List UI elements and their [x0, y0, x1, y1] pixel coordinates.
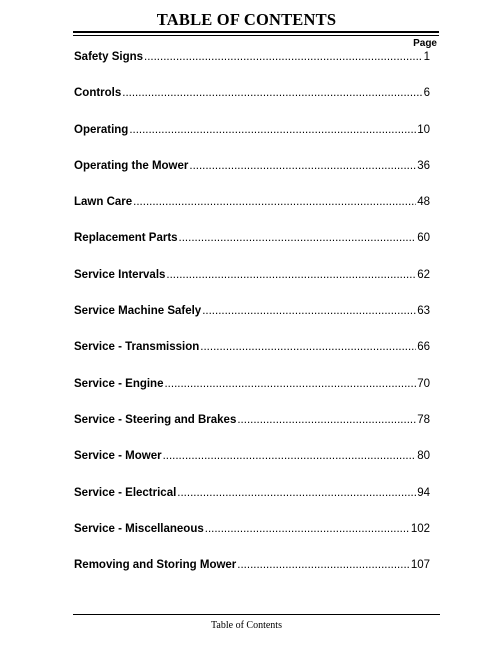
toc-entry-lawn-care[interactable] — [74, 196, 430, 232]
toc-dot-leader — [205, 523, 410, 535]
toc-dot-leader — [237, 559, 410, 571]
toc-entry-title: Operating the Mower — [74, 159, 189, 172]
toc-entry-page: 48 — [417, 196, 430, 209]
toc-dot-leader — [200, 341, 416, 353]
footer-rule — [73, 614, 440, 615]
toc-entry-replacement-parts[interactable] — [74, 232, 430, 268]
toc-entry-title: Operating — [74, 123, 129, 136]
toc-entry-title: Removing and Storing Mower — [74, 559, 237, 572]
toc-dot-leader — [164, 378, 416, 390]
toc-dot-leader — [129, 124, 416, 136]
toc-entry-page: 63 — [417, 305, 430, 318]
toc-dot-leader — [144, 51, 423, 63]
toc-entry-page: 94 — [417, 486, 430, 499]
toc-entry-page: 80 — [417, 450, 430, 463]
toc-entry-page: 10 — [417, 123, 430, 136]
toc-entry-title: Controls — [74, 87, 122, 100]
document-title: TABLE OF CONTENTS — [156, 10, 337, 29]
toc-entry-title: Service - Mower — [74, 450, 162, 463]
toc-entry-page: 6 — [423, 87, 430, 100]
toc-dot-leader — [237, 414, 416, 426]
toc-entry-title: Service - Steering and Brakes — [74, 413, 237, 426]
toc-entry-page: 62 — [417, 268, 430, 281]
page-footer: Table of Contents — [211, 620, 282, 631]
toc-entry-safety-signs[interactable] — [74, 51, 430, 87]
toc-entry-page: 78 — [417, 413, 430, 426]
toc-entry-page: 60 — [417, 232, 430, 245]
toc-dot-leader — [133, 196, 416, 208]
toc-dot-leader — [166, 269, 416, 281]
toc-entry-page: 107 — [410, 559, 430, 572]
title-rule-thin — [73, 35, 439, 36]
toc-dot-leader — [163, 450, 417, 462]
toc-entry-service-steering-and-brakes[interactable] — [74, 414, 430, 450]
toc-entry-title: Lawn Care — [74, 196, 133, 209]
toc-dot-leader — [177, 487, 416, 499]
toc-dot-leader — [202, 305, 416, 317]
toc-entry-service-mower[interactable] — [74, 450, 430, 486]
toc-entry-page: 66 — [417, 341, 430, 354]
toc-entry-operating[interactable] — [74, 124, 430, 160]
toc-entry-page: 1 — [423, 51, 430, 63]
toc-entry-service-miscellaneous[interactable] — [74, 523, 430, 559]
toc-entry-service-electrical[interactable] — [74, 487, 430, 523]
toc-entry-service-engine[interactable] — [74, 378, 430, 414]
toc-entry-title: Safety Signs — [74, 51, 144, 63]
toc-entry-title: Replacement Parts — [74, 232, 178, 245]
toc-dot-leader — [179, 232, 417, 244]
toc-entry-title: Service - Engine — [74, 377, 164, 390]
toc-entry-page: 102 — [410, 522, 430, 535]
toc-entry-page: 70 — [417, 377, 430, 390]
title-rule-thick — [73, 31, 439, 33]
toc-dot-leader — [189, 160, 416, 172]
toc-entry-service-machine-safely[interactable] — [74, 305, 430, 341]
toc-entry-service-transmission[interactable] — [74, 341, 430, 377]
toc-entry-page: 36 — [417, 159, 430, 172]
page-column-header: Page — [413, 38, 437, 49]
toc-entry-removing-and-storing-mower[interactable] — [74, 559, 430, 595]
toc-entry-title: Service - Electrical — [74, 486, 177, 499]
toc-entry-title: Service Machine Safely — [74, 305, 202, 318]
toc-entry-title: Service - Transmission — [74, 341, 200, 354]
toc-entry-title: Service Intervals — [74, 268, 166, 281]
toc-list — [74, 51, 430, 595]
toc-dot-leader — [122, 87, 422, 99]
toc-entry-service-intervals[interactable] — [74, 269, 430, 305]
toc-entry-operating-the-mower[interactable] — [74, 160, 430, 196]
toc-entry-title: Service - Miscellaneous — [74, 522, 204, 535]
toc-entry-controls[interactable] — [74, 87, 430, 123]
